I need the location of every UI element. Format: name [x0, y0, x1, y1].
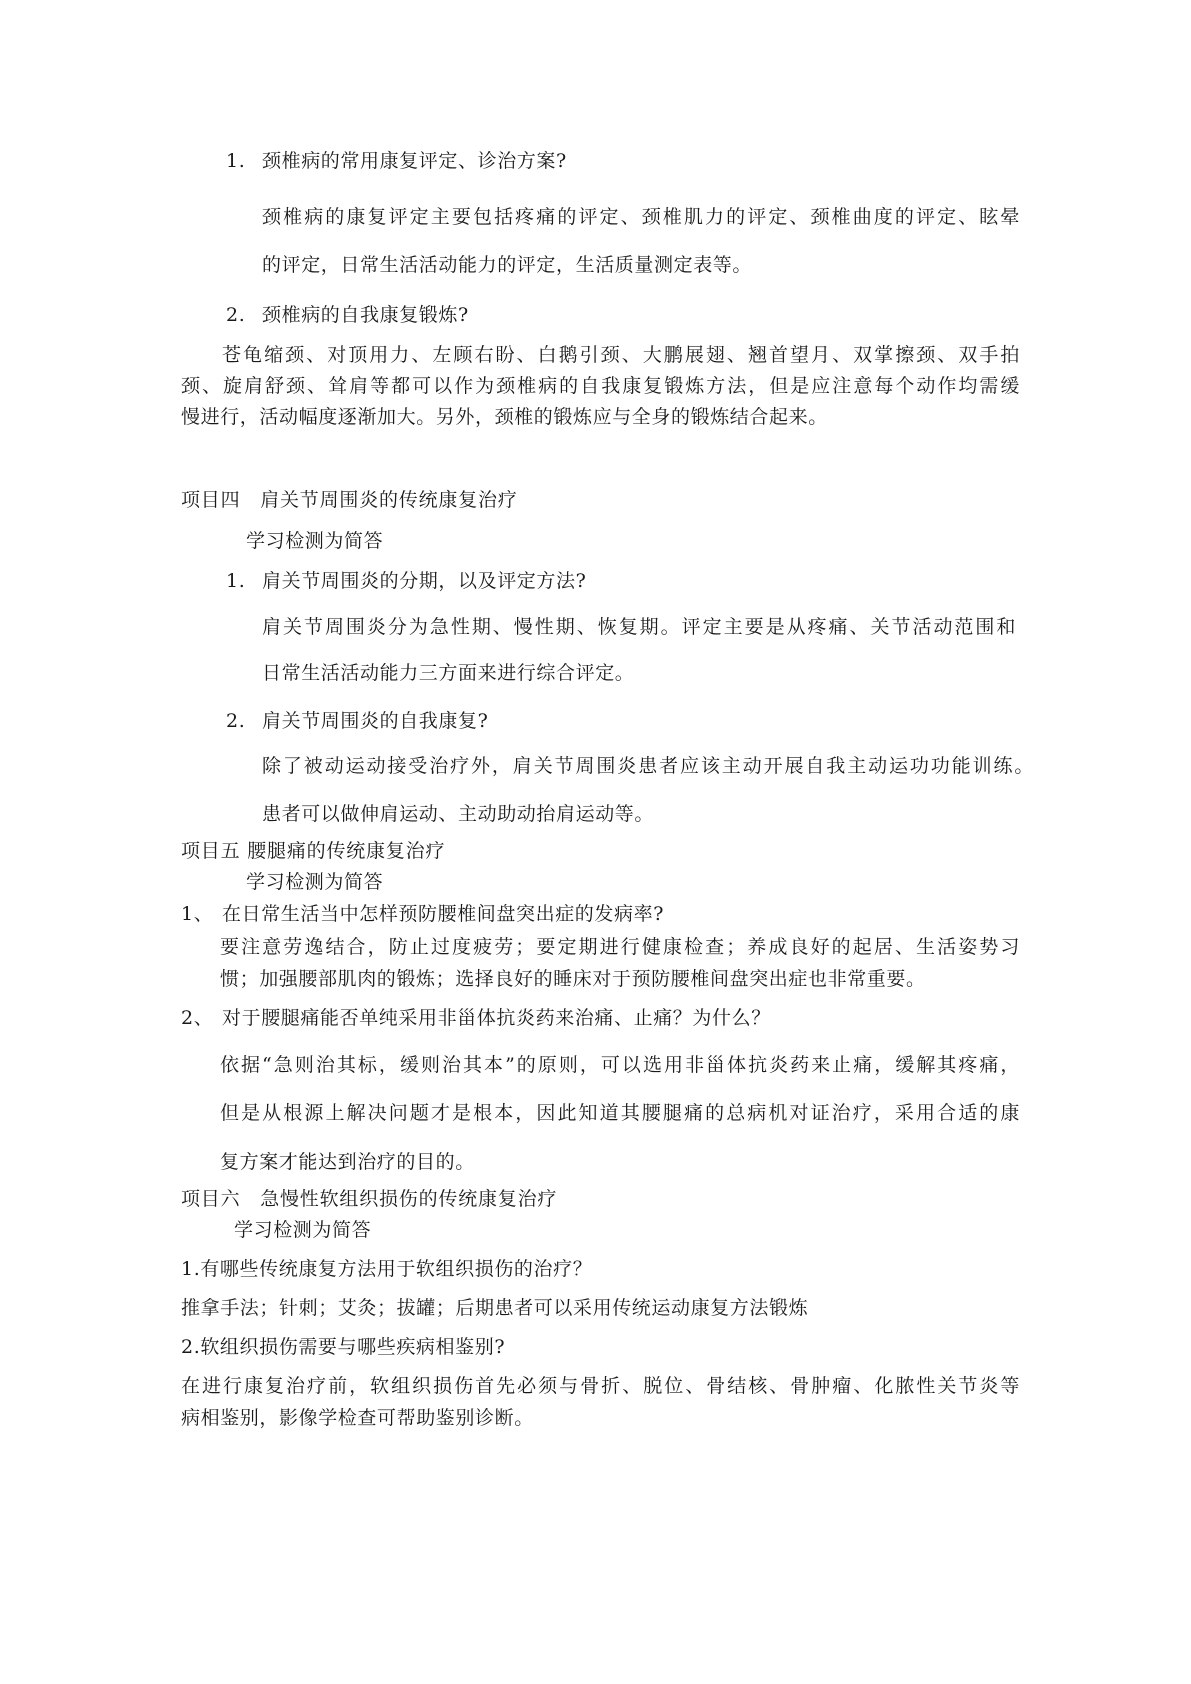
question-title: 肩关节周围炎的分期，以及评定方法?: [262, 570, 587, 592]
section-subheading: 学习检测为简答: [246, 530, 384, 552]
answer-text: 的评定，日常生活活动能力的评定，生活质量测定表等。: [262, 254, 753, 276]
answer-text: 惯；加强腰部肌肉的锻炼；选择良好的睡床对于预防腰椎间盘突出症也非常重要。: [220, 968, 926, 990]
answer-text: 依据“急则治其标，缓则治其本”的原则，可以选用非甾体抗炎药来止痛，缓解其疼痛，: [220, 1054, 1020, 1076]
answer-text: 病相鉴别，影像学检查可帮助鉴别诊断。: [181, 1407, 534, 1429]
section-heading: 项目五 腰腿痛的传统康复治疗: [181, 840, 446, 862]
answer-text: 颈、旋肩舒颈、耸肩等都可以作为颈椎病的自我康复锻炼方法，但是应注意每个动作均需缓: [181, 375, 1020, 397]
answer-text: 颈椎病的康复评定主要包括疼痛的评定、颈椎肌力的评定、颈椎曲度的评定、眩晕: [262, 206, 1020, 228]
question-number: 2、: [181, 1007, 214, 1029]
question-number: 1、: [181, 903, 214, 925]
question-number: 2.: [226, 304, 246, 326]
answer-text: 复方案才能达到治疗的目的。: [220, 1151, 475, 1173]
answer-text: 要注意劳逸结合，防止过度疲劳；要定期进行健康检查；养成良好的起居、生活姿势习: [220, 936, 1020, 958]
section-heading: 项目六 急慢性软组织损伤的传统康复治疗: [181, 1188, 558, 1210]
question-title: 在日常生活当中怎样预防腰椎间盘突出症的发病率?: [222, 903, 664, 925]
question-title: 颈椎病的常用康复评定、诊治方案?: [262, 150, 567, 172]
answer-text: 但是从根源上解决问题才是根本，因此知道其腰腿痛的总病机对证治疗，采用合适的康: [220, 1102, 1020, 1124]
section-heading: 项目四 肩关节周围炎的传统康复治疗: [181, 489, 518, 511]
question-title: 颈椎病的自我康复锻炼?: [262, 304, 469, 326]
question-title: 2.软组织损伤需要与哪些疾病相鉴别?: [181, 1336, 506, 1358]
question-number: 1.: [226, 570, 246, 592]
question-title: 对于腰腿痛能否单纯采用非甾体抗炎药来治痛、止痛？为什么？: [222, 1007, 771, 1029]
answer-text: 患者可以做伸肩运动、主动助动抬肩运动等。: [262, 803, 655, 825]
section-subheading: 学习检测为简答: [246, 871, 384, 893]
question-title: 1.有哪些传统康复方法用于软组织损伤的治疗？: [181, 1258, 593, 1280]
answer-text: 日常生活活动能力三方面来进行综合评定。: [262, 662, 635, 684]
question-title: 肩关节周围炎的自我康复?: [262, 710, 489, 732]
answer-text: 肩关节周围炎分为急性期、慢性期、恢复期。评定主要是从疼痛、关节活动范围和: [262, 616, 1016, 638]
answer-text: 慢进行，活动幅度逐渐加大。另外，颈椎的锻炼应与全身的锻炼结合起来。: [181, 406, 828, 428]
answer-text: 推拿手法；针刺；艾灸；拔罐；后期患者可以采用传统运动康复方法锻炼: [181, 1297, 809, 1319]
question-number: 1.: [226, 150, 246, 172]
answer-text: 苍龟缩颈、对顶用力、左顾右盼、白鹅引颈、大鹏展翅、翘首望月、双掌擦颈、双手拍: [222, 344, 1020, 366]
question-number: 2.: [226, 710, 246, 732]
section-subheading: 学习检测为简答: [234, 1219, 372, 1241]
answer-text: 除了被动运动接受治疗外，肩关节周围炎患者应该主动开展自我主动运功功能训练。: [262, 755, 1034, 777]
answer-text: 在进行康复治疗前，软组织损伤首先必须与骨折、脱位、骨结核、骨肿瘤、化脓性关节炎等: [181, 1375, 1020, 1397]
